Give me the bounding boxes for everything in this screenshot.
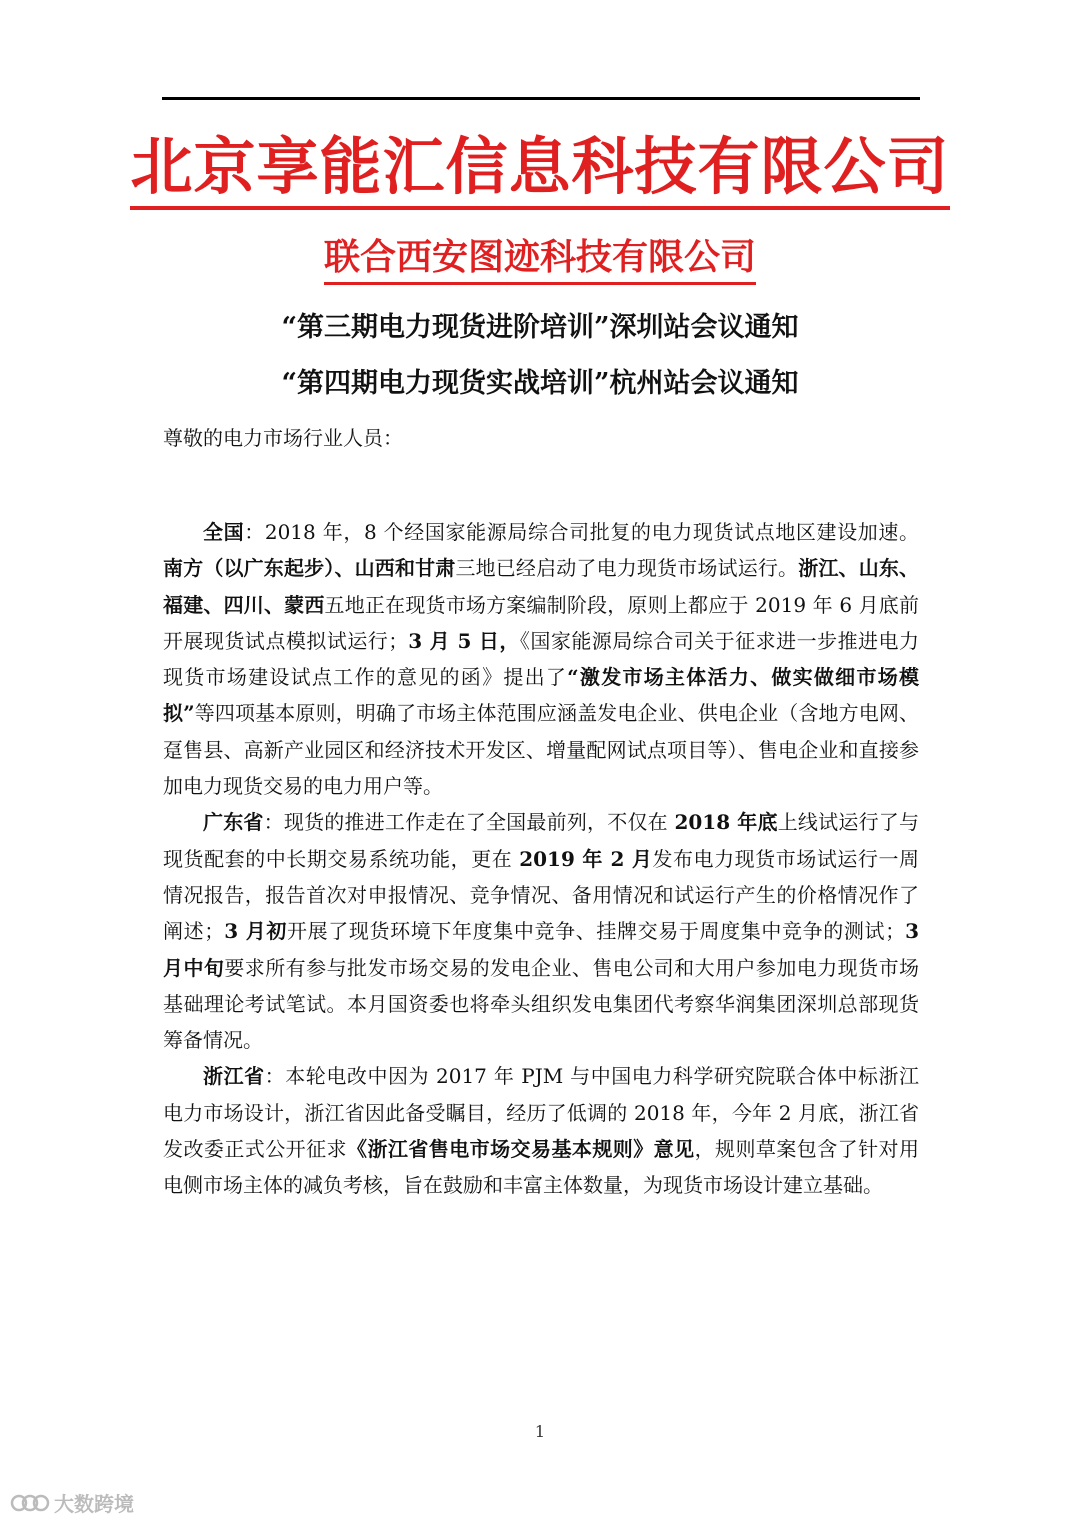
- text-span: ，规则草案包含了针对用电侧市场主体的减负考核，旨在鼓励和丰富主体数量，为现货市场设计建立基础。: [163, 1137, 920, 1198]
- text-span: 开展了现货环境下年度集中竞争、挂牌交易于周度集中竞争的测试；: [287, 919, 906, 944]
- label-national: 全国: [203, 520, 245, 544]
- text-span: ：现货的推进工作走在了全国最前列，不仅在: [263, 810, 675, 835]
- company-title: [0, 128, 1080, 210]
- paragraph-national: [163, 514, 919, 804]
- paragraph-guangdong: [163, 804, 919, 1058]
- top-rule: [162, 97, 920, 100]
- bold-span: 《浙江省售电市场交易基本规则》意见: [347, 1137, 695, 1162]
- text-span: 五地正在现货市场方案编制阶段，原则上都应于 2019 年 6 月底前开展现货试点模拟试运行；: [163, 592, 919, 653]
- text-span: ：2018 年，8 个经国家能源局综合司批复的电力现货试点地区建设加速。: [244, 520, 919, 544]
- watermark-text: 大数跨境: [54, 1492, 134, 1516]
- text-span: ：本轮电改中因为 2017 年 PJM 与中国电力科学研究院联合体中标浙江电力市场设计，浙江省因此备受瞩目，经历了低调的 2018 年，今年 2 月底，浙江省发改委正式公开征求: [163, 1064, 920, 1162]
- partner-title: [0, 232, 1080, 285]
- notice-heading-2: “第四期电力现货实战培训”杭州站会议通知: [281, 368, 799, 399]
- text-span: 《国家能源局综合司关于征求进一步推进电力现货市场建设试点工作的意见的函》提出了: [163, 628, 920, 690]
- notice-heading-1: “第三期电力现货进阶培训”深圳站会议通知: [281, 312, 799, 343]
- paragraph-zhejiang: [163, 1058, 919, 1203]
- bold-span: 3 月初: [224, 919, 287, 944]
- body-text: [163, 514, 919, 1204]
- watermark-logo-icon: [10, 1492, 50, 1514]
- bold-span: 浙江、山东、福建、四川、蒙西: [163, 556, 920, 617]
- text-span: 发布电力现货市场试运行一周情况报告，报告首次对申报情况、竞争情况、备用情况和试运行产生的价格情况作了阐述；: [163, 846, 920, 944]
- page-number: 1: [534, 1422, 546, 1441]
- text-span: 要求所有参与批发市场交易的发电企业、售电公司和大用户参加电力现货市场基础理论考试笔试。本月国资委也将牵头组织发电集团代考察华润集团深圳总部现货筹备情况。: [163, 955, 920, 1053]
- bold-span: 2019 年 2 月: [519, 846, 653, 871]
- label-zhejiang: 浙江省: [203, 1064, 265, 1089]
- label-guangdong: 广东省: [203, 810, 264, 835]
- text-span: 等四项基本原则，明确了市场主体范围应涵盖发电企业、供电企业（含地方电网、趸售县、高新产业园区和经济技术开发区、增量配网试点项目等）、售电企业和直接参加电力现货交易的电力用户等。: [163, 701, 920, 799]
- watermark: [10, 1488, 134, 1517]
- bold-span: 2018 年底: [674, 810, 778, 835]
- partner-title-text: 联合西安图迹科技有限公司: [324, 232, 756, 285]
- salutation: 尊敬的电力市场行业人员：: [163, 426, 403, 450]
- bold-span: 3 月中旬: [163, 919, 919, 980]
- bold-span: 3 月 5 日，: [408, 628, 520, 653]
- text-span: 上线试运行了与现货配套的中长期交易系统功能，更在: [163, 810, 919, 871]
- bold-span: “激发市场主体活力、做实做细市场模拟”: [163, 665, 919, 726]
- bold-span: 南方（以广东起步）、山西和甘肃: [163, 556, 456, 581]
- company-title-text: 北京享能汇信息科技有限公司: [130, 128, 949, 210]
- text-span: 三地已经启动了电力现货市场试运行。: [455, 556, 799, 581]
